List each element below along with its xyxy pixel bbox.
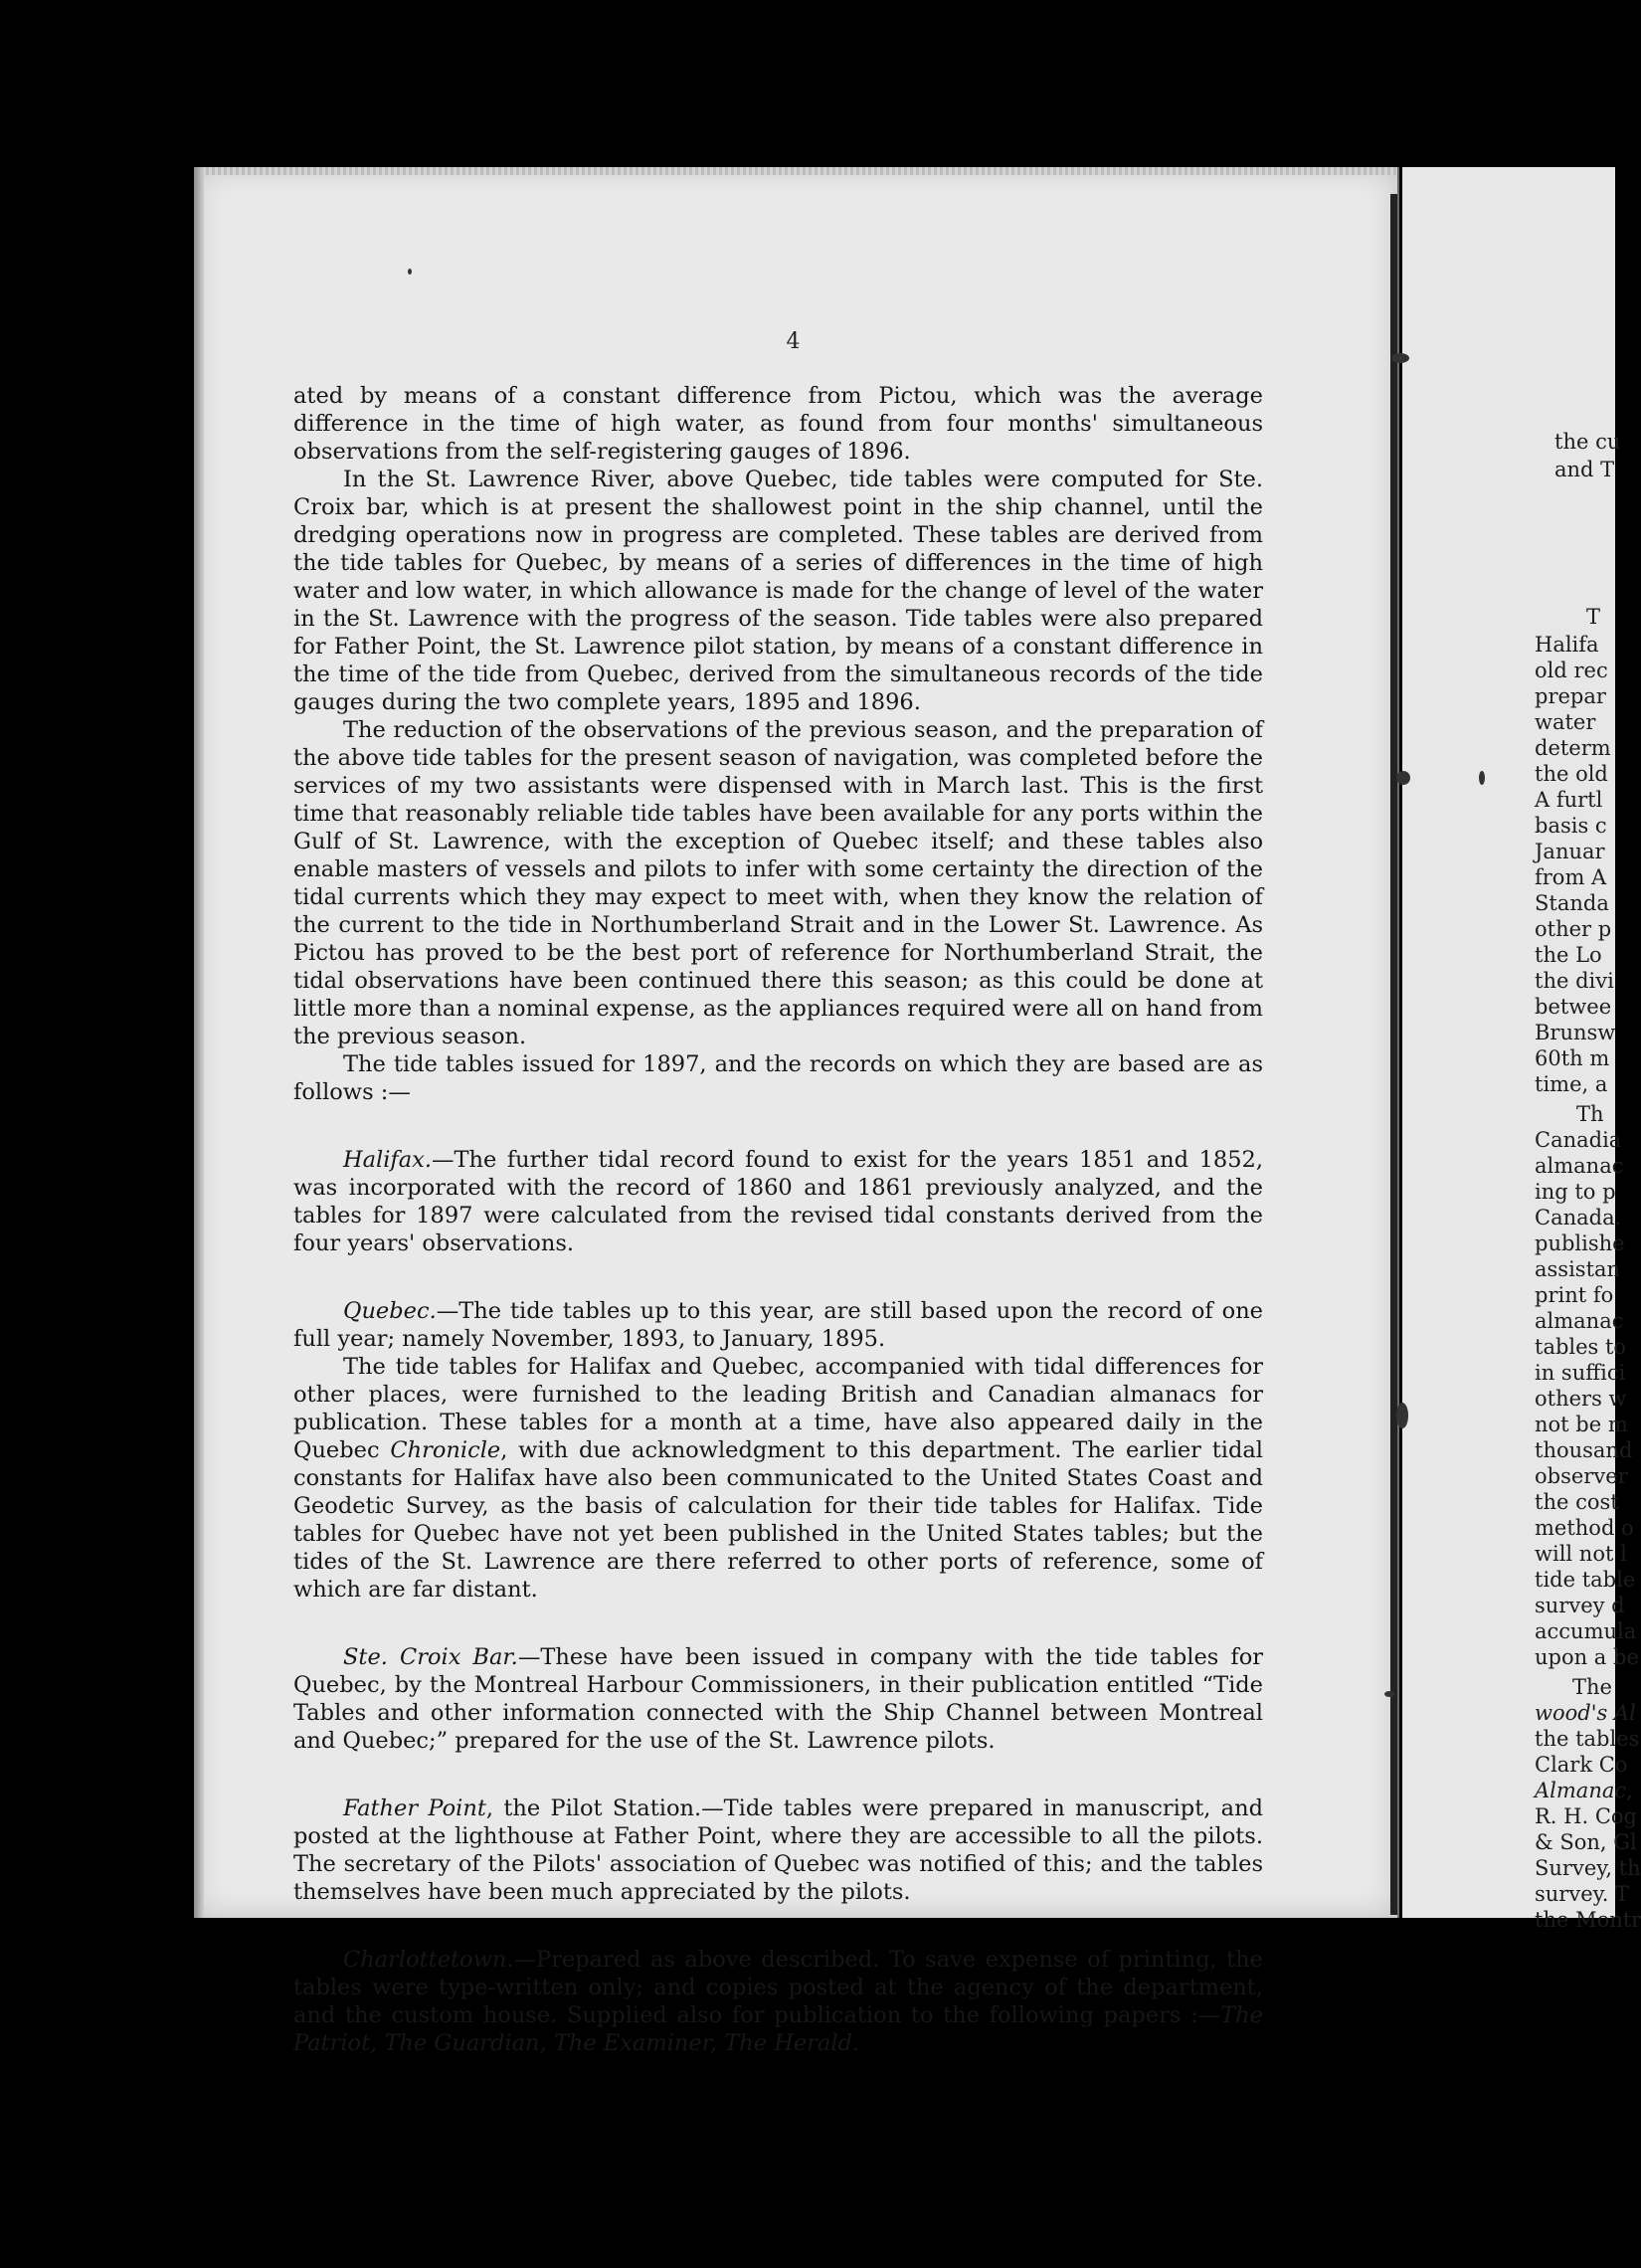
paragraph-continuation: ated by means of a constant difference from Pictou, which was the average difference in the time of high water, as found from four months' simultaneous observations from the self-registering gauges of 1896. — [293, 383, 1263, 465]
binding-mark — [1384, 1691, 1394, 1697]
right-page-line: publishe — [1535, 1231, 1625, 1255]
section-text: —The tide tables up to this year, are still based upon the record of one full year; namely November, 1893, to January, 1895. — [293, 1298, 1263, 1352]
right-page-line: old rec — [1535, 659, 1608, 682]
right-page-line: prepar — [1535, 684, 1606, 708]
right-page-line: wood's Al — [1535, 1701, 1636, 1725]
paragraph-text: The tide tables for Halifax and Quebec, accompanied with tidal differences for other places, were furnished to the leading British and Canadian almanacs for publication. These tables for a month at a time, have also appeared daily in the Quebec — [293, 1354, 1263, 1463]
right-page-line: in suffici — [1535, 1361, 1626, 1385]
page-number: 4 — [786, 329, 801, 354]
paragraph-st-lawrence: In the St. Lawrence River, above Quebec, tide tables were computed for Ste. Croix bar, which is at present the shallowest point in the ship channel, until the dredging operations now in progress are completed. These tables are derived from the tide tables for Quebec, by means of a series of differences in the time of high water and low water, in which allowance is made for the change of level of the water in the St. Lawrence with the progress of the season. Tide tables were also prepared for Father Point, the St. Lawrence pilot station, by means of a constant difference in the time of the tide from Quebec, derived from the simultaneous records of the tide gauges during the two complete years, 1895 and 1896. — [293, 467, 1263, 715]
right-page-line: the Montr — [1535, 1908, 1641, 1932]
right-page-line: T — [1586, 605, 1601, 629]
right-page-line: assistan — [1535, 1257, 1621, 1281]
right-page-line: print fo — [1535, 1283, 1614, 1307]
paragraph-reduction: The reduction of the observations of the previous season, and the preparation of the above tide tables for the present season of navigation, was completed before the services of my two assistants were dispensed with in March last. This is the first time that reasonably reliable tide tables have been available for any ports within the Gulf of St. Lawrence, with the exception of Quebec itself; and these tables also enable masters of vessels and pilots to infer with some certainty the direction of the tidal currents which they may expect to meet with, when they know the relation of the current to the tide in Northumberland Strait and in the Lower St. Lawrence. As Pictou has proved to be the best port of reference for Northumberland Strait, the tidal observations have been continued there this season; as this could be done at little more than a nominal expense, as the appliances required were all on hand from the previous season. — [293, 717, 1263, 1049]
right-page-line: accumula — [1535, 1619, 1637, 1643]
section-heading: Ste. Croix Bar. — [343, 1644, 518, 1670]
right-page-line: Canada. — [1535, 1206, 1622, 1229]
binding-mark — [1396, 1403, 1408, 1428]
right-page-line: ing to p — [1535, 1180, 1616, 1204]
paragraph-text: , with due acknowledgment to this department. The earlier tidal constants for Halifax have also been communicated to the United States Coast and Geodetic Survey, as the basis of calculation for their tide tables for Halifax. Tide tables for Quebec have not yet been published in the United States tables; but the tides of the St. Lawrence are there referred to other ports of reference, some of which are far distant. — [293, 1437, 1263, 1603]
right-page-line: observer — [1535, 1464, 1628, 1488]
right-page-line: determ — [1535, 736, 1611, 760]
right-page-line: survey d — [1535, 1594, 1625, 1617]
section-heading: Charlottetown. — [343, 1947, 514, 1973]
section-halifax — [293, 1146, 1263, 1257]
right-page-line: and T — [1554, 458, 1615, 481]
section-text: —Prepared as above described. To save expense of printing, the tables were type-written only; and copies posted at the agency of the department, and the custom house. Supplied also for publication to the following papers :— — [293, 1947, 1263, 2028]
right-page-line: tables to — [1535, 1335, 1627, 1359]
page-body — [293, 328, 1263, 2057]
right-page-line: method o — [1535, 1516, 1634, 1540]
right-page-line: from A — [1535, 865, 1607, 889]
right-page-line: A furtl — [1535, 788, 1603, 812]
section-heading: Father Point — [343, 1796, 486, 1821]
right-page-line: upon a be — [1535, 1645, 1639, 1669]
right-page-line: water — [1535, 710, 1596, 734]
right-page-line: Januar — [1535, 840, 1605, 863]
right-page-line: Standa — [1535, 891, 1609, 915]
right-page-line: almanac — [1535, 1154, 1624, 1178]
section-ste-croix — [293, 1643, 1263, 1755]
section-text: , the Pilot Station.—Tide tables were prepared in manuscript, and posted at the lighthouse at Father Point, where they are accessible to all the pilots. The secretary of the Pilots' association of Quebec was notified of this; and the tables themselves have been much appreciated by the pilots. — [293, 1796, 1263, 1905]
speck — [408, 269, 412, 275]
paragraph-tables-intro: The tide tables issued for 1897, and the records on which they are based are as follows :— — [293, 1051, 1263, 1105]
newspaper-name: Chronicle — [390, 1437, 501, 1463]
paragraph-almanacs — [293, 1353, 1263, 1604]
right-page-line: Brunsw — [1535, 1021, 1616, 1044]
right-page-line: Canadia — [1535, 1128, 1622, 1152]
section-text: —These have been issued in company with the tide tables for Quebec, by the Montreal Harbour Commissioners, in their publication entitled “Tide Tables and other information connected with the Ship Channel between Montreal and Quebec;” prepared for the use of the St. Lawrence pilots. — [293, 1644, 1264, 1754]
section-father-point — [293, 1795, 1263, 1906]
right-page-line: Th — [1576, 1102, 1604, 1126]
section-heading: Quebec. — [343, 1298, 437, 1324]
right-page-line: the cu — [1554, 430, 1621, 454]
right-page-line: the old — [1535, 762, 1608, 786]
right-page-line: tide table — [1535, 1568, 1636, 1592]
right-page-line: the cost — [1535, 1490, 1619, 1514]
right-page-line: almanac — [1535, 1309, 1624, 1333]
right-page-line: basis c — [1535, 814, 1607, 838]
right-page-line: Almanac, — [1535, 1779, 1633, 1802]
right-page-line: not be m — [1535, 1413, 1628, 1436]
binding-mark — [1391, 353, 1409, 363]
right-page-line: the divi — [1535, 969, 1614, 993]
right-page-line: The — [1572, 1675, 1612, 1699]
section-charlottetown — [293, 1946, 1263, 2057]
right-page-line: the tables — [1535, 1727, 1640, 1751]
binding-mark — [1396, 771, 1410, 785]
right-page-line: R. H. Cog — [1535, 1804, 1637, 1828]
right-page-line: Survey, th — [1535, 1856, 1641, 1880]
section-quebec — [293, 1297, 1263, 1353]
right-page-line: 60th m — [1535, 1046, 1610, 1070]
right-page-line: thousand — [1535, 1438, 1633, 1462]
right-page-line: Clark Co — [1535, 1753, 1628, 1777]
speck — [1479, 771, 1485, 785]
right-page-line: & Son, Gl — [1535, 1830, 1637, 1854]
right-page-line: will not l — [1535, 1542, 1627, 1566]
right-page-line: the Lo — [1535, 943, 1602, 967]
right-page-line: survey. T — [1535, 1882, 1630, 1906]
section-heading: Halifax. — [343, 1147, 433, 1173]
right-page-line: others w — [1535, 1387, 1627, 1411]
page-gutter — [1397, 167, 1399, 1918]
right-page-line: other p — [1535, 917, 1612, 941]
right-page-line: Halifa — [1535, 633, 1599, 657]
right-page-line: betwee — [1535, 995, 1612, 1019]
right-page-line: time, a — [1535, 1072, 1608, 1096]
section-text: —The further tidal record found to exist for the years 1851 and 1852, was incorporated with the record of 1860 and 1861 previously analyzed, and the tables for 1897 were calculated from the revised tidal constants derived from the four years' observations. — [293, 1147, 1263, 1256]
newspaper-list: The Patriot, The Guardian, The Examiner, The Herald. — [293, 2002, 1263, 2056]
